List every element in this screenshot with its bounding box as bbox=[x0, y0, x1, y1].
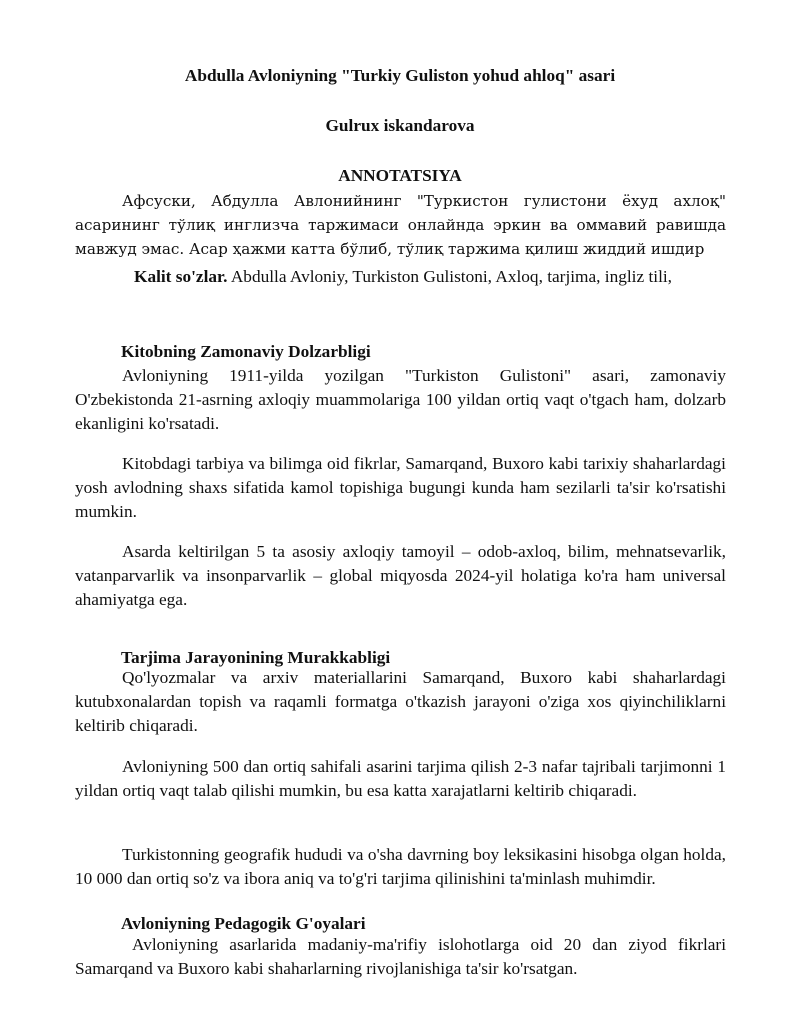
paragraph: Kitobdagi tarbiya va bilimga oid fikrlar, Samarqand, Buxoro kabi tarixiy shaharlardagi yosh avlodning shaxs sifatida kamol topishiga bugungi kunda ham sezilarli ta'sir ko'rsatishi mumkin. bbox=[75, 454, 726, 521]
annotation-text: Афсуски, Абдулла Авлонийнинг "Туркистон гулистони ёхуд ахлоқ" асарининг тўлиқ инглизча таржимаси онлайнда эркин ва оммавий равишда мавжуд эмас. Асар ҳажми катта бўлиб, тўлиқ таржима қилиш жиддий ишдир bbox=[75, 192, 726, 258]
paragraph: Turkistonning geografik hududi va o'sha davrning boy leksikasini hisobga olgan holda, 10 000 dan ortiq so'z va ibora aniq va to'g'ri tarjima qilinishini ta'minlash muhimdir. bbox=[75, 845, 726, 888]
section-heading-translation: Tarjima Jarayonining Murakkabligi bbox=[121, 648, 391, 667]
paragraph: Avloniyning asarlarida madaniy-ma'rifiy islohotlarga oid 20 dan ziyod fikrlari Samarqand va Buxoro kabi shaharlarning rivojlanishiga ta'sir ko'rsatgan. bbox=[75, 935, 726, 978]
paragraph: Avloniyning 1911-yilda yozilgan "Turkiston Gulistoni" asari, zamonaviy O'zbekistonda 21-asrning axloqiy muammolariga 100 yildan ortiq vaqt o'tgach ham, dolzarb ekanligini ko'rsatadi. bbox=[75, 366, 726, 433]
paragraph: Asarda keltirilgan 5 ta asosiy axloqiy tamoyil – odob-axloq, bilim, mehnatsevarlik, vatanparvarlik va insonparvarlik – global miqyosda 2024-yil holatiga ko'ra ham universal ahamiyatga ega. bbox=[75, 542, 726, 609]
section-heading-pedagogy: Avloniyning Pedagogik G'oyalari bbox=[121, 914, 366, 933]
keywords-line bbox=[134, 265, 784, 289]
keywords-text: Abdulla Avloniy, Turkiston Gulistoni, Axloq, tarjima, ingliz tili, bbox=[230, 267, 672, 286]
section-heading-relevance: Kitobning Zamonaviy Dolzarbligi bbox=[121, 342, 371, 361]
author-name: Gulrux iskandarova bbox=[325, 116, 475, 135]
paragraph: Avloniyning 500 dan ortiq sahifali asarini tarjima qilish 2-3 nafar tajribali tarjimonni 1 yildan ortiq vaqt talab qilishi mumkin, bu esa katta xarajatlarni keltirib chiqaradi. bbox=[75, 757, 726, 800]
paragraph: Qo'lyozmalar va arxiv materiallarini Samarqand, Buxoro kabi shaharlardagi kutubxonalardan topish va raqamli formatga o'tkazish jarayoni o'ziga xos qiyinchiliklarni keltirib chiqaradi. bbox=[75, 668, 726, 735]
keywords-label: Kalit so'zlar. bbox=[134, 267, 228, 286]
document-title: Abdulla Avloniyning "Turkiy Guliston yohud ahloq" asari bbox=[184, 66, 616, 85]
annotation-heading: ANNOTATSIYA bbox=[338, 166, 462, 185]
